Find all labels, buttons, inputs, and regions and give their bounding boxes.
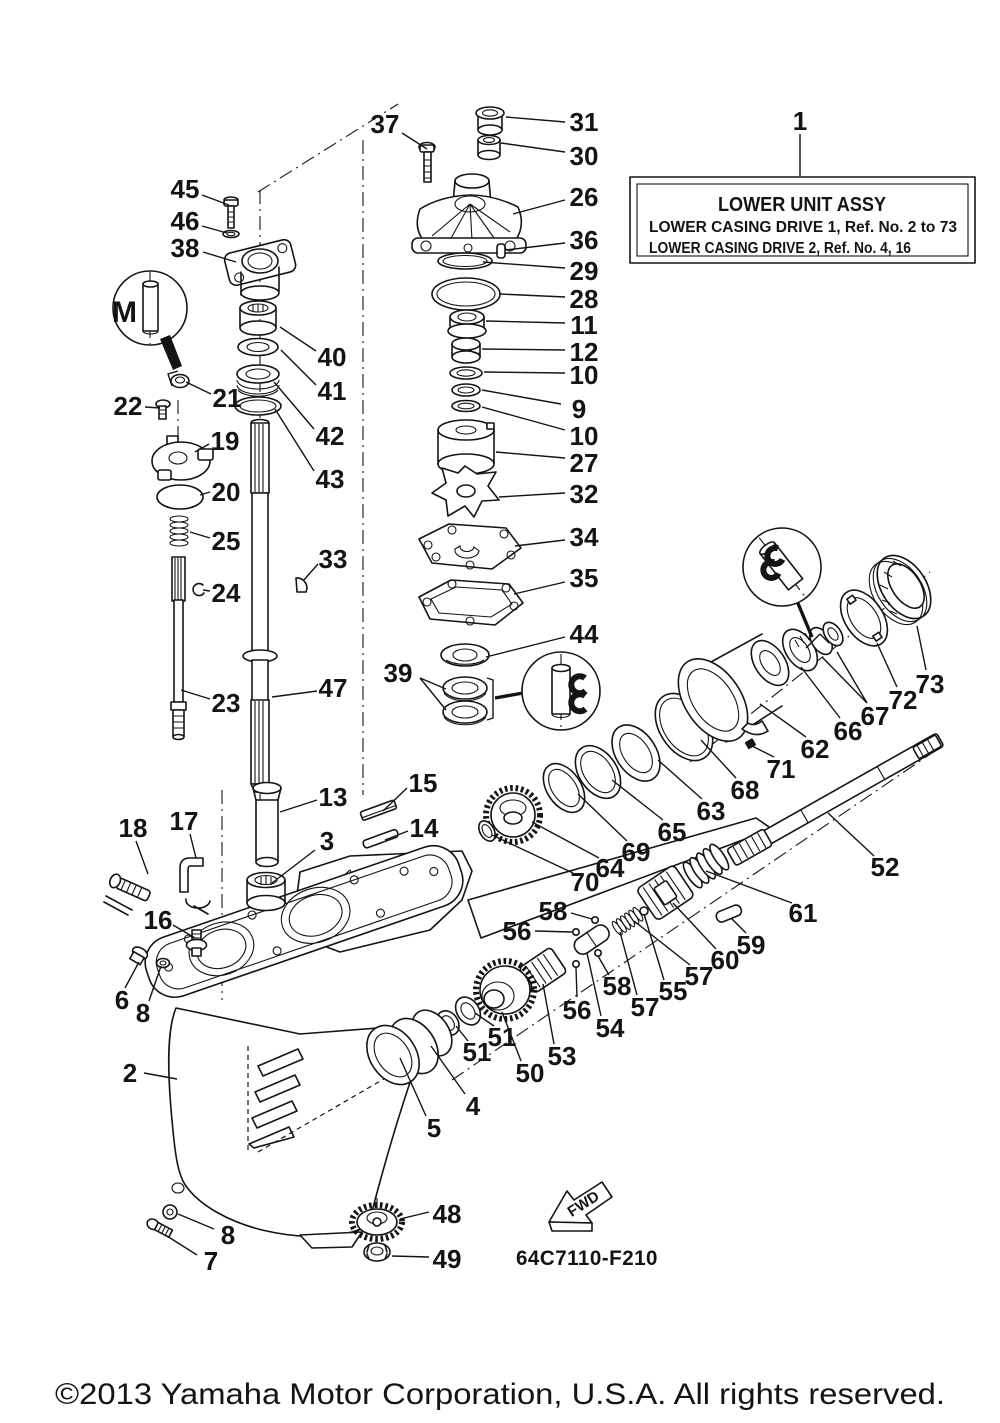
leader-line-31 bbox=[506, 117, 565, 122]
leader-line-27 bbox=[496, 452, 565, 458]
callout-51: 51 bbox=[462, 1037, 492, 1067]
leader-line-48 bbox=[400, 1212, 429, 1219]
callout-43: 43 bbox=[315, 464, 345, 494]
callout-30: 30 bbox=[569, 141, 599, 171]
leader-line-68 bbox=[701, 740, 736, 778]
leader-line-53 bbox=[543, 984, 554, 1044]
title-box-line3: LOWER CASING DRIVE 2, Ref. No. 4, 16 bbox=[649, 240, 912, 257]
leader-line-57 bbox=[634, 921, 690, 965]
callout-56: 56 bbox=[562, 995, 592, 1025]
callout-66: 66 bbox=[833, 716, 863, 746]
callout-49: 49 bbox=[432, 1244, 462, 1274]
spring-25 bbox=[170, 516, 188, 546]
woodruff-key bbox=[296, 578, 307, 592]
leader-line-58 bbox=[571, 913, 592, 919]
callout-42: 42 bbox=[315, 421, 345, 451]
leader-line-22 bbox=[145, 407, 160, 408]
leader-line-18 bbox=[136, 841, 148, 874]
leader-line-56 bbox=[576, 968, 577, 997]
leader-line-12 bbox=[482, 349, 565, 350]
callout-36: 36 bbox=[569, 225, 599, 255]
callout-73: 73 bbox=[915, 669, 945, 699]
callout-24: 24 bbox=[211, 578, 241, 608]
leader-line-73 bbox=[917, 626, 926, 670]
callout-32: 32 bbox=[569, 479, 599, 509]
leader-line-7 bbox=[167, 1236, 197, 1255]
diagram-code: 64C7110-F210 bbox=[516, 1247, 658, 1270]
callout-39: 39 bbox=[383, 658, 413, 688]
leader-line-23 bbox=[181, 690, 210, 699]
leader-line-69 bbox=[578, 794, 627, 841]
callout-60: 60 bbox=[710, 945, 740, 975]
callout-10: 10 bbox=[569, 421, 599, 451]
callout-4: 4 bbox=[465, 1091, 481, 1121]
callout-5: 5 bbox=[426, 1113, 442, 1143]
callout-6: 6 bbox=[114, 985, 130, 1015]
leader-line-33 bbox=[303, 564, 318, 581]
callout-57: 57 bbox=[684, 961, 714, 991]
callout-7: 7 bbox=[203, 1246, 219, 1276]
callout-38: 38 bbox=[170, 233, 200, 263]
callout-63: 63 bbox=[696, 796, 726, 826]
fwd-arrow bbox=[549, 1182, 612, 1231]
leader-line-28 bbox=[500, 294, 565, 297]
leader-line-40 bbox=[280, 327, 316, 351]
callout-18: 18 bbox=[118, 813, 148, 843]
leader-line-41 bbox=[281, 350, 316, 385]
callout-54: 54 bbox=[595, 1013, 625, 1043]
callout-52: 52 bbox=[870, 852, 900, 882]
callout-22: 22 bbox=[113, 391, 143, 421]
leader-line-8 bbox=[178, 1214, 214, 1229]
leader-line-32 bbox=[499, 493, 565, 497]
impeller bbox=[432, 466, 499, 517]
leader-line-72 bbox=[877, 643, 897, 687]
callout-44: 44 bbox=[569, 619, 599, 649]
leader-line-35 bbox=[514, 582, 565, 594]
leader-line-26 bbox=[513, 200, 565, 214]
callout-55: 55 bbox=[658, 976, 688, 1006]
title-box-line2: LOWER CASING DRIVE 1, Ref. No. 2 to 73 bbox=[649, 219, 958, 236]
leader-line-17 bbox=[190, 834, 196, 858]
callout-34: 34 bbox=[569, 522, 599, 552]
callout-25: 25 bbox=[211, 526, 241, 556]
grease-symbol-inset bbox=[112, 271, 187, 386]
callout-15: 15 bbox=[408, 768, 438, 798]
callout-58: 58 bbox=[602, 971, 632, 1001]
callout-37: 37 bbox=[370, 109, 400, 139]
callout-17: 17 bbox=[169, 806, 199, 836]
callout-57: 57 bbox=[630, 992, 660, 1022]
leader-line-47 bbox=[272, 691, 317, 697]
pinion-gear bbox=[475, 788, 540, 844]
callout-16: 16 bbox=[143, 905, 173, 935]
callout-9: 9 bbox=[571, 394, 587, 424]
leader-line-24 bbox=[203, 590, 210, 591]
leader-line-11 bbox=[486, 321, 565, 323]
callout-69: 69 bbox=[621, 837, 651, 867]
water-pump-group bbox=[412, 107, 526, 725]
callout-45: 45 bbox=[170, 174, 200, 204]
callout-56: 56 bbox=[502, 916, 532, 946]
leader-line-52 bbox=[828, 813, 874, 856]
callout-51: 51 bbox=[487, 1022, 517, 1052]
callout-23: 23 bbox=[211, 688, 241, 718]
shift-rod-group bbox=[152, 375, 213, 740]
leader-line-70 bbox=[492, 835, 573, 873]
callout-64: 64 bbox=[595, 853, 625, 883]
grease-m-label: M bbox=[112, 296, 137, 329]
leader-line-46 bbox=[202, 226, 227, 233]
callout-47: 47 bbox=[318, 673, 348, 703]
callout-40: 40 bbox=[317, 342, 347, 372]
callout-28: 28 bbox=[569, 284, 599, 314]
callout-8: 8 bbox=[220, 1220, 236, 1250]
leader-line-13 bbox=[280, 800, 317, 812]
fwd-label: FWD bbox=[564, 1187, 603, 1221]
callout-65: 65 bbox=[657, 817, 687, 847]
leader-line-4 bbox=[431, 1046, 465, 1094]
leader-line-25 bbox=[190, 532, 210, 538]
callout-50: 50 bbox=[515, 1058, 545, 1088]
callout-14: 14 bbox=[409, 813, 439, 843]
title-box-title: LOWER UNIT ASSY bbox=[718, 194, 887, 216]
callout-70: 70 bbox=[570, 867, 600, 897]
leader-line-49 bbox=[392, 1256, 429, 1257]
callout-29: 29 bbox=[569, 256, 599, 286]
leader-line-37 bbox=[402, 133, 427, 149]
callout-11: 11 bbox=[570, 310, 598, 340]
leader-line-65 bbox=[612, 780, 663, 820]
water-pump-housing bbox=[412, 174, 526, 253]
callout-20: 20 bbox=[211, 477, 241, 507]
callout-33: 33 bbox=[318, 544, 348, 574]
callout-26: 26 bbox=[569, 182, 599, 212]
callout-41: 41 bbox=[317, 376, 347, 406]
callout-53: 53 bbox=[547, 1041, 577, 1071]
callout-19: 19 bbox=[210, 426, 240, 456]
driveshaft-group bbox=[243, 420, 307, 793]
callout-67: 67 bbox=[860, 701, 890, 731]
callout-72: 72 bbox=[888, 685, 918, 715]
clip-inset-pump bbox=[495, 652, 600, 730]
leader-line-29 bbox=[483, 262, 565, 268]
leader-line-34 bbox=[515, 540, 565, 546]
leader-line-9 bbox=[482, 390, 561, 404]
callout-21: 21 bbox=[212, 383, 242, 413]
callout-62: 62 bbox=[800, 734, 830, 764]
shift-plunger bbox=[571, 922, 612, 957]
leader-line-56 bbox=[535, 931, 572, 932]
callout-3: 3 bbox=[319, 826, 335, 856]
shift-cam bbox=[152, 436, 213, 480]
callout-71: 71 bbox=[766, 754, 796, 784]
leader-line-64 bbox=[532, 822, 599, 858]
leader-line-63 bbox=[658, 760, 702, 799]
callout-59: 59 bbox=[736, 930, 766, 960]
callout-27: 27 bbox=[569, 448, 599, 478]
callout-46: 46 bbox=[170, 206, 200, 236]
callout-10: 10 bbox=[569, 360, 599, 390]
callout-8: 8 bbox=[135, 998, 151, 1028]
leader-line-60 bbox=[673, 903, 716, 949]
title-box bbox=[630, 177, 975, 263]
callout-2: 2 bbox=[122, 1058, 138, 1088]
callout-12: 12 bbox=[569, 337, 599, 367]
callout-61: 61 bbox=[788, 898, 818, 928]
leader-line-21 bbox=[186, 382, 211, 394]
callout-58: 58 bbox=[538, 896, 568, 926]
leader-line-30 bbox=[501, 143, 565, 152]
pump-gaskets bbox=[419, 524, 523, 625]
driveshaft-bearings bbox=[443, 677, 493, 725]
leader-line-10 bbox=[484, 372, 565, 373]
callout-68: 68 bbox=[730, 775, 760, 805]
callout-48: 48 bbox=[432, 1199, 462, 1229]
copyright-text: ©2013 Yamaha Motor Corporation, U.S.A. All rights reserved. bbox=[55, 1378, 945, 1411]
callout-13: 13 bbox=[318, 782, 348, 812]
callout-31: 31 bbox=[569, 107, 599, 137]
leader-line-43 bbox=[275, 409, 314, 471]
leader-line-66 bbox=[801, 667, 840, 718]
callout-1: 1 bbox=[792, 106, 808, 136]
callout-35: 35 bbox=[569, 563, 599, 593]
